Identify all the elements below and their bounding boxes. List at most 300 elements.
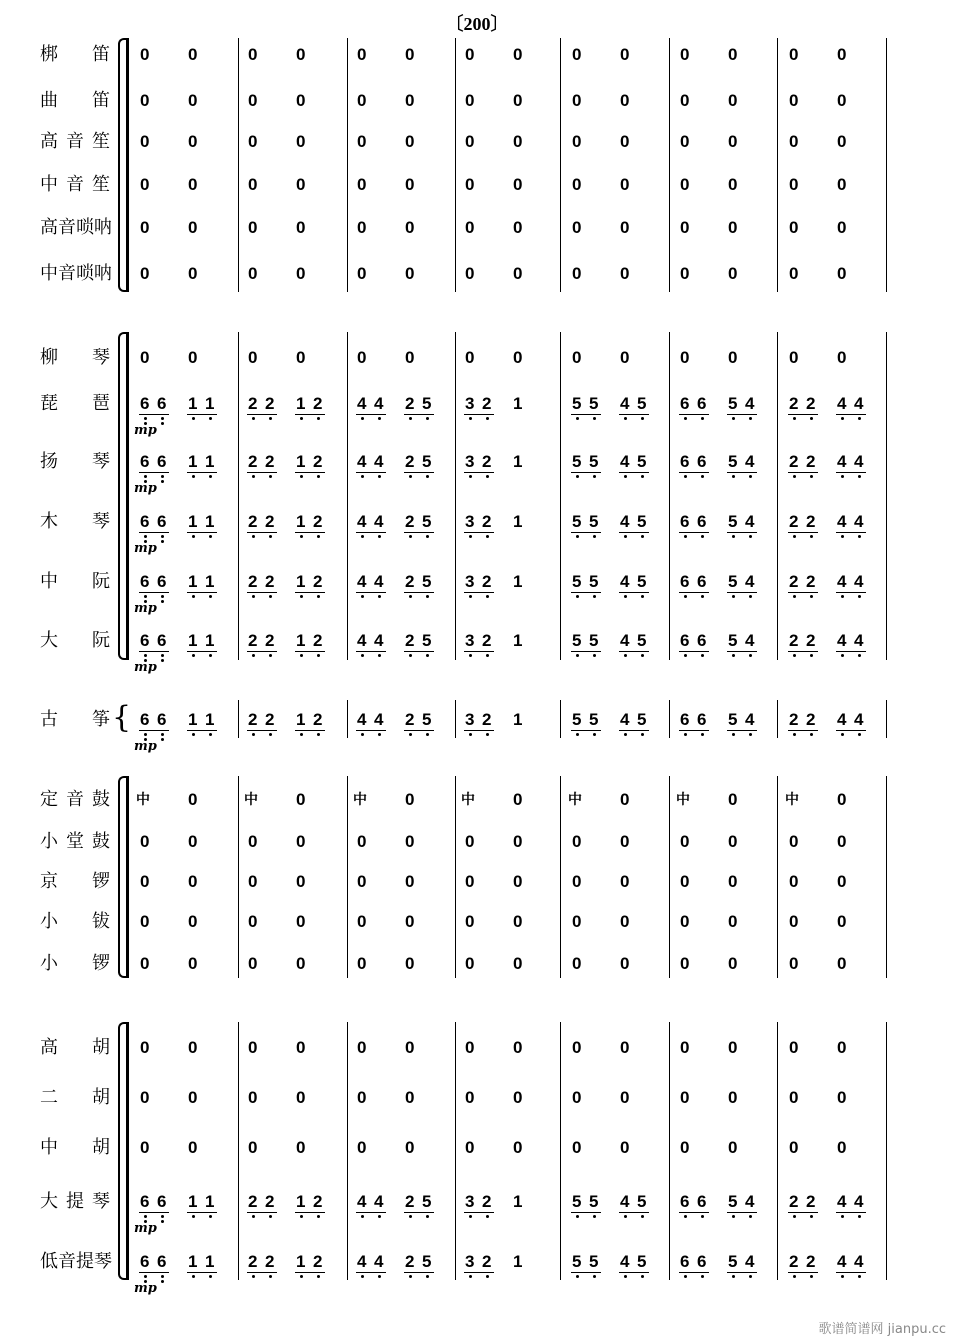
note: 5	[589, 1252, 599, 1271]
note: 0	[680, 832, 690, 851]
note: 2	[313, 710, 323, 729]
note: 5	[728, 452, 738, 471]
octave-dot	[593, 595, 596, 598]
barline	[886, 700, 887, 738]
dynamic-mark: mp	[134, 423, 157, 438]
note: 0	[140, 954, 150, 973]
note: 0	[188, 1138, 198, 1157]
note: 0	[465, 832, 475, 851]
octave-dot	[576, 417, 579, 420]
note: 5	[728, 512, 738, 531]
note: 0	[140, 872, 150, 891]
note: 4	[854, 394, 864, 413]
note: 0	[513, 872, 523, 891]
note: 0	[620, 91, 630, 110]
note: 0	[296, 912, 306, 931]
note: 3	[465, 1192, 475, 1211]
octave-dot	[161, 738, 164, 741]
octave-dot	[317, 475, 320, 478]
note: 0	[140, 175, 150, 194]
octave-dot	[317, 733, 320, 736]
octave-dot	[317, 1275, 320, 1278]
octave-dot	[426, 475, 429, 478]
note: 0	[728, 264, 738, 283]
note: 6	[680, 512, 690, 531]
octave-dot	[858, 595, 861, 598]
barline	[669, 700, 670, 738]
note: 2	[482, 1192, 492, 1211]
beam	[187, 532, 217, 533]
note: 1	[205, 572, 215, 591]
note: 2	[405, 1192, 415, 1211]
note: 0	[248, 175, 258, 194]
note: 0	[572, 175, 582, 194]
note: 中	[461, 792, 475, 808]
note: 中	[785, 792, 799, 808]
beam	[187, 651, 217, 652]
octave-dot	[486, 654, 489, 657]
octave-dot	[144, 1215, 147, 1218]
octave-dot	[161, 475, 164, 478]
note: 5	[422, 1252, 432, 1271]
octave-dot	[684, 475, 687, 478]
note: 0	[405, 1038, 415, 1057]
note: 5	[422, 512, 432, 531]
note: 1	[205, 512, 215, 531]
note: 2	[806, 1192, 816, 1211]
instrument-name: 中 阮	[40, 571, 110, 592]
beam	[356, 472, 386, 473]
octave-dot	[161, 1280, 164, 1283]
octave-dot	[576, 733, 579, 736]
note: 0	[680, 218, 690, 237]
note: 1	[188, 631, 198, 650]
note: 0	[405, 91, 415, 110]
octave-dot	[378, 417, 381, 420]
note: 1	[296, 1192, 306, 1211]
note: 6	[697, 631, 707, 650]
note: 2	[405, 631, 415, 650]
note: 4	[620, 1252, 630, 1271]
barline	[455, 1022, 456, 1280]
note: 1	[513, 512, 523, 531]
note: 0	[513, 132, 523, 151]
octave-dot	[209, 654, 212, 657]
octave-dot	[684, 654, 687, 657]
note: 5	[422, 394, 432, 413]
barline	[347, 700, 348, 738]
note: 4	[837, 1192, 847, 1211]
note: 0	[728, 348, 738, 367]
note: 5	[422, 1192, 432, 1211]
note: 0	[296, 264, 306, 283]
note: 0	[248, 218, 258, 237]
octave-dot	[749, 1275, 752, 1278]
octave-dot	[641, 475, 644, 478]
beam	[247, 592, 277, 593]
octave-dot	[641, 1275, 644, 1278]
octave-dot	[317, 654, 320, 657]
note: 0	[357, 218, 367, 237]
octave-dot	[252, 733, 255, 736]
octave-dot	[426, 1215, 429, 1218]
note: 1	[296, 394, 306, 413]
beam	[571, 414, 601, 415]
note: 1	[205, 1192, 215, 1211]
octave-dot	[161, 1275, 164, 1278]
octave-dot	[192, 1215, 195, 1218]
octave-dot	[161, 733, 164, 736]
octave-dot	[378, 535, 381, 538]
note: 6	[140, 572, 150, 591]
note: 0	[837, 954, 847, 973]
note: 4	[837, 1252, 847, 1271]
note: 0	[465, 1038, 475, 1057]
note: 5	[422, 452, 432, 471]
note: 2	[265, 710, 275, 729]
note: 0	[572, 1138, 582, 1157]
octave-dot	[161, 480, 164, 483]
note: 2	[482, 394, 492, 413]
note: 4	[837, 572, 847, 591]
octave-dot	[161, 659, 164, 662]
note: 0	[296, 1088, 306, 1107]
note: 2	[265, 1252, 275, 1271]
beam	[788, 651, 818, 652]
note: 1	[188, 1252, 198, 1271]
octave-dot	[361, 417, 364, 420]
note: 4	[620, 512, 630, 531]
note: 5	[572, 512, 582, 531]
note: 0	[572, 872, 582, 891]
octave-dot	[361, 595, 364, 598]
note: 4	[620, 394, 630, 413]
barline	[238, 776, 239, 978]
note: 0	[789, 912, 799, 931]
beam	[727, 532, 757, 533]
note: 0	[140, 264, 150, 283]
note: 0	[188, 872, 198, 891]
barline	[347, 332, 348, 660]
note: 2	[248, 394, 258, 413]
octave-dot	[624, 733, 627, 736]
barline	[347, 1022, 348, 1280]
barline	[669, 1022, 670, 1280]
octave-dot	[749, 535, 752, 538]
note: 0	[789, 175, 799, 194]
note: 0	[837, 1088, 847, 1107]
octave-dot	[841, 535, 844, 538]
beam	[356, 414, 386, 415]
instrument-name: 木 琴	[40, 511, 110, 532]
group-barline-bowed	[126, 1022, 129, 1280]
beam	[187, 1212, 217, 1213]
octave-dot	[409, 535, 412, 538]
note: 1	[188, 394, 198, 413]
note: 0	[680, 954, 690, 973]
note: 0	[188, 912, 198, 931]
beam	[404, 472, 434, 473]
note: 0	[513, 91, 523, 110]
octave-dot	[361, 475, 364, 478]
octave-dot	[209, 1215, 212, 1218]
beam	[619, 1212, 649, 1213]
note: 1	[513, 572, 523, 591]
note: 4	[357, 452, 367, 471]
beam	[404, 414, 434, 415]
octave-dot	[684, 733, 687, 736]
note: 0	[465, 91, 475, 110]
note: 0	[248, 954, 258, 973]
octave-dot	[810, 535, 813, 538]
barline	[238, 38, 239, 292]
group-barline-plucked	[126, 332, 129, 660]
note: 0	[248, 45, 258, 64]
beam	[356, 592, 386, 593]
beam	[187, 730, 217, 731]
note: 5	[422, 572, 432, 591]
octave-dot	[793, 595, 796, 598]
octave-dot	[810, 733, 813, 736]
octave-dot	[300, 417, 303, 420]
note: 6	[680, 394, 690, 413]
note: 4	[745, 631, 755, 650]
beam	[404, 651, 434, 652]
note: 0	[837, 790, 847, 809]
note: 0	[405, 218, 415, 237]
note: 0	[405, 45, 415, 64]
note: 0	[140, 348, 150, 367]
note: 0	[296, 218, 306, 237]
note: 0	[837, 91, 847, 110]
note: 0	[728, 175, 738, 194]
note: 4	[357, 512, 367, 531]
note: 5	[572, 631, 582, 650]
beam	[619, 472, 649, 473]
octave-dot	[409, 733, 412, 736]
octave-dot	[469, 733, 472, 736]
instrument-name: 中音笙	[40, 174, 110, 195]
note: 5	[728, 572, 738, 591]
note: 4	[620, 452, 630, 471]
note: 0	[513, 790, 523, 809]
note: 0	[513, 1138, 523, 1157]
note: 0	[620, 872, 630, 891]
note: 6	[697, 394, 707, 413]
note: 0	[296, 832, 306, 851]
octave-dot	[252, 1275, 255, 1278]
note: 4	[745, 512, 755, 531]
note: 0	[572, 832, 582, 851]
beam	[679, 1212, 709, 1213]
octave-dot	[161, 654, 164, 657]
octave-dot	[793, 475, 796, 478]
note: 0	[296, 790, 306, 809]
note: 0	[188, 348, 198, 367]
note: 0	[357, 1038, 367, 1057]
octave-dot	[426, 417, 429, 420]
octave-dot	[641, 535, 644, 538]
beam	[356, 730, 386, 731]
beam	[788, 1272, 818, 1273]
note: 0	[188, 264, 198, 283]
dynamic-mark: mp	[134, 601, 157, 616]
note: 0	[789, 218, 799, 237]
note: 0	[680, 132, 690, 151]
beam	[571, 592, 601, 593]
octave-dot	[252, 417, 255, 420]
note: 2	[265, 572, 275, 591]
octave-dot	[192, 654, 195, 657]
note: 5	[422, 710, 432, 729]
note: 2	[313, 572, 323, 591]
octave-dot	[701, 535, 704, 538]
beam	[404, 1272, 434, 1273]
note: 6	[140, 1192, 150, 1211]
beam	[247, 472, 277, 473]
beam	[139, 1272, 169, 1273]
instrument-name: 小堂鼓	[40, 831, 110, 852]
beam	[295, 651, 325, 652]
octave-dot	[161, 422, 164, 425]
note: 2	[248, 631, 258, 650]
note: 0	[837, 132, 847, 151]
note: 0	[789, 348, 799, 367]
note: 0	[188, 832, 198, 851]
barline	[777, 332, 778, 660]
note: 2	[405, 512, 415, 531]
note: 0	[620, 218, 630, 237]
note: 0	[513, 1088, 523, 1107]
note: 0	[357, 348, 367, 367]
note: 0	[620, 175, 630, 194]
note: 0	[405, 954, 415, 973]
note: 3	[465, 710, 475, 729]
note: 2	[806, 631, 816, 650]
octave-dot	[793, 535, 796, 538]
note: 0	[188, 91, 198, 110]
beam	[356, 1212, 386, 1213]
octave-dot	[641, 1215, 644, 1218]
beam	[139, 730, 169, 731]
note: 1	[296, 512, 306, 531]
barline	[777, 700, 778, 738]
note: 6	[697, 572, 707, 591]
octave-dot	[192, 535, 195, 538]
octave-dot	[576, 1275, 579, 1278]
octave-dot	[858, 733, 861, 736]
barline	[347, 38, 348, 292]
note: 5	[637, 512, 647, 531]
note: 2	[313, 1252, 323, 1271]
beam	[679, 1272, 709, 1273]
note: 4	[837, 394, 847, 413]
octave-dot	[576, 595, 579, 598]
octave-dot	[361, 535, 364, 538]
note: 2	[806, 394, 816, 413]
octave-dot	[841, 1215, 844, 1218]
note: 5	[589, 512, 599, 531]
octave-dot	[641, 595, 644, 598]
barline	[886, 332, 887, 660]
instrument-name: 中音唢呐	[40, 263, 112, 284]
beam	[139, 651, 169, 652]
octave-dot	[486, 1215, 489, 1218]
note: 0	[680, 1038, 690, 1057]
octave-dot	[858, 654, 861, 657]
octave-dot	[810, 475, 813, 478]
octave-dot	[209, 475, 212, 478]
beam	[571, 651, 601, 652]
note: 0	[405, 264, 415, 283]
octave-dot	[701, 733, 704, 736]
beam	[727, 730, 757, 731]
note: 5	[589, 572, 599, 591]
instrument-name: 曲 笛	[40, 90, 110, 111]
barline	[455, 776, 456, 978]
instrument-name: 二 胡	[40, 1087, 110, 1108]
beam	[727, 1212, 757, 1213]
dynamic-mark: mp	[134, 481, 157, 496]
note: 4	[357, 631, 367, 650]
beam	[788, 592, 818, 593]
note: 0	[572, 45, 582, 64]
beam	[404, 1212, 434, 1213]
instrument-name: 大提琴	[40, 1191, 110, 1212]
octave-dot	[144, 733, 147, 736]
note: 0	[620, 912, 630, 931]
octave-dot	[161, 540, 164, 543]
octave-dot	[269, 595, 272, 598]
beam	[247, 1272, 277, 1273]
note: 0	[728, 91, 738, 110]
octave-dot	[469, 595, 472, 598]
note: 4	[620, 631, 630, 650]
note: 0	[620, 954, 630, 973]
octave-dot	[252, 535, 255, 538]
note: 2	[313, 512, 323, 531]
note: 1	[513, 1252, 523, 1271]
note: 1	[188, 572, 198, 591]
note: 0	[465, 218, 475, 237]
beam	[836, 414, 866, 415]
note: 2	[482, 512, 492, 531]
octave-dot	[317, 1215, 320, 1218]
note: 0	[620, 1088, 630, 1107]
octave-dot	[378, 475, 381, 478]
note: 0	[620, 1138, 630, 1157]
octave-dot	[144, 654, 147, 657]
beam	[139, 1212, 169, 1213]
octave-dot	[841, 595, 844, 598]
octave-dot	[749, 475, 752, 478]
note: 0	[728, 832, 738, 851]
note: 0	[837, 175, 847, 194]
note: 0	[728, 132, 738, 151]
instrument-name: 小 锣	[40, 953, 110, 974]
octave-dot	[732, 1275, 735, 1278]
octave-dot	[858, 535, 861, 538]
note: 0	[680, 912, 690, 931]
octave-dot	[252, 595, 255, 598]
beam	[679, 730, 709, 731]
beam	[788, 1212, 818, 1213]
note: 0	[513, 218, 523, 237]
octave-dot	[858, 1275, 861, 1278]
note: 2	[313, 394, 323, 413]
note: 4	[374, 710, 384, 729]
note: 0	[680, 1088, 690, 1107]
